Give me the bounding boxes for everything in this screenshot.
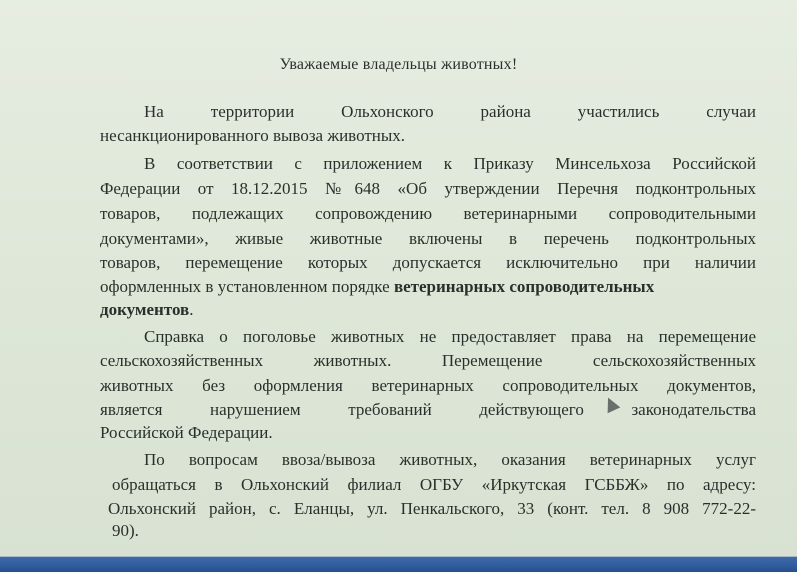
text-bold: документов — [100, 300, 190, 319]
text-line — [100, 299, 756, 321]
text-line: В соответствии с приложением к Приказу Минсельхоза Российской — [144, 154, 756, 173]
text-line: Федерации от 18.12.2015 №648 «Об утверждении Перечня подконтрольных — [100, 179, 756, 198]
text-line: сельскохозяйственных животных. Перемещение сельскохозяйственных — [100, 351, 756, 370]
monitor-bezel — [0, 556, 797, 572]
text-line: Ольхонский район, с. Еланцы, ул. Пенкальского, 33 (конт. тел. 8 908 772-22- — [108, 499, 756, 518]
text-line: товаров, подлежащих сопровождению ветеринарными сопроводительными — [100, 204, 756, 223]
text-line: Справка о поголовье животных не предоставляет права на перемещение — [144, 327, 756, 346]
text-line: документами», живые животные включены в перечень подконтрольных — [100, 229, 756, 248]
text-line: По вопросам ввоза/вывоза животных, оказания ветеринарных услуг — [144, 450, 756, 469]
text-bold: ветеринарных сопроводительных — [393, 277, 655, 296]
text-line: товаров, перемещение которых допускается исключительно при наличии — [100, 253, 756, 272]
text-line: несанкционированного вывоза животных. — [100, 126, 406, 145]
text-line — [100, 276, 756, 298]
text-normal: оформленных в установленном порядке — [100, 277, 390, 296]
text-line: животных без оформления ветеринарных сопроводительных документов, — [100, 376, 756, 395]
notice-title: Уважаемые владельцы животных! — [279, 56, 518, 73]
text-line: является нарушением требований действующего законодательства — [100, 400, 756, 419]
text-line: 90). — [112, 521, 139, 540]
text-normal: . — [189, 300, 194, 319]
text-line: обращаться в Ольхонский филиал ОГБУ «Иркутская ГСББЖ» по адресу: — [112, 475, 756, 494]
text-line: На территории Ольхонского района участились случаи — [144, 102, 756, 121]
text-line: Российской Федерации. — [100, 423, 273, 442]
